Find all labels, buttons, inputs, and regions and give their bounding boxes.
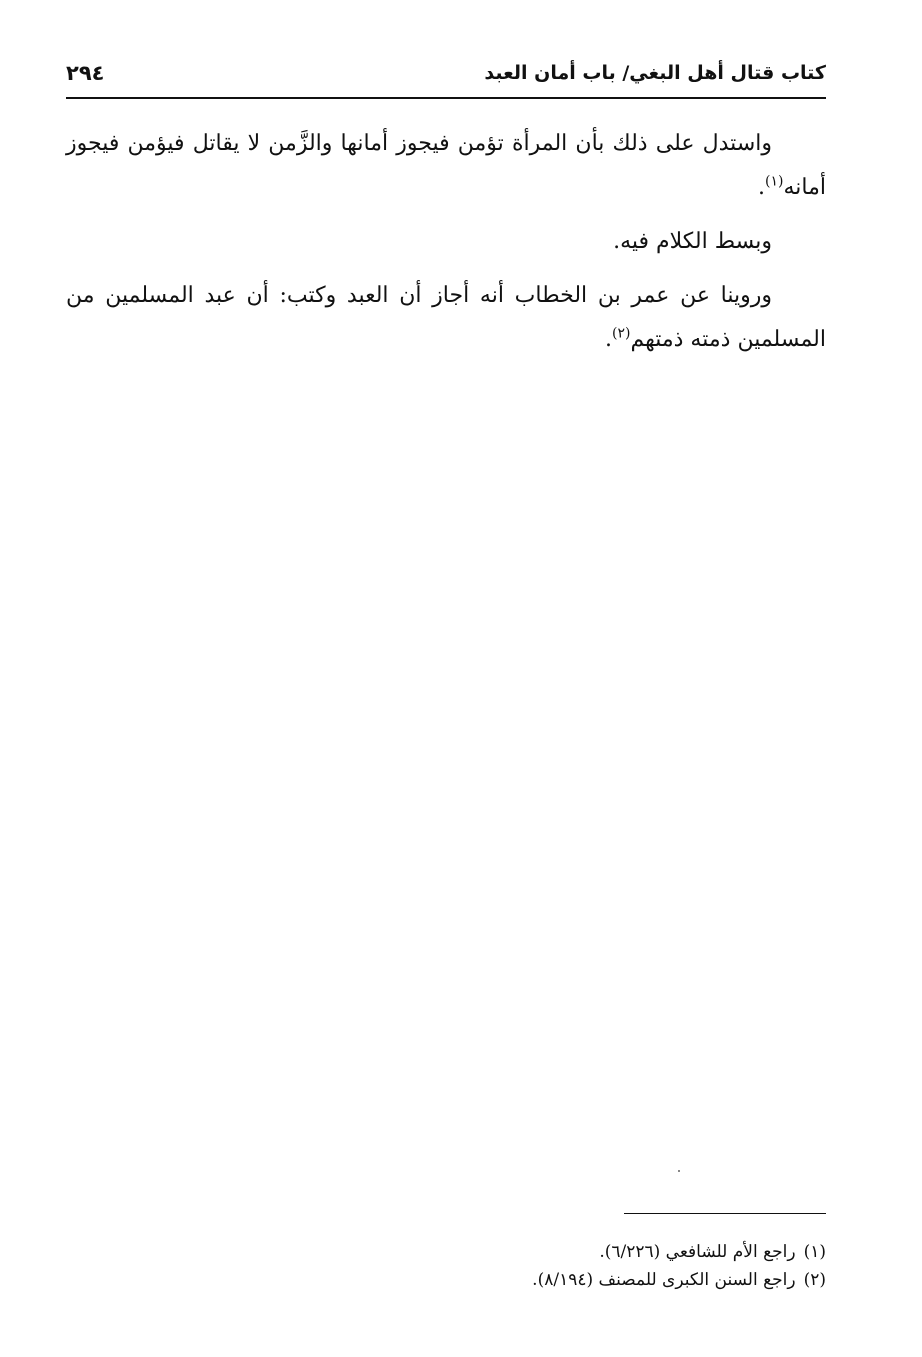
- footnotes: [66, 1238, 826, 1294]
- paragraph: [66, 122, 826, 210]
- running-header: [66, 56, 826, 90]
- footnote-item: [66, 1266, 826, 1294]
- paragraph-text: وبسط الكلام فيه.: [613, 229, 772, 254]
- page-number: ٢٩٤: [66, 61, 105, 85]
- footnote-reference[interactable]: (٢): [611, 325, 631, 342]
- paragraph-end: .: [604, 327, 612, 352]
- footnote-number: (١): [803, 1242, 826, 1262]
- header-rule: [66, 97, 826, 99]
- main-text: [66, 122, 826, 372]
- footnote-number: (٢): [803, 1270, 826, 1290]
- footnote-item: [66, 1238, 826, 1266]
- footnote-text: راجع السنن الكبرى للمصنف (٨/١٩٤).: [532, 1270, 796, 1290]
- paragraph-end: .: [758, 175, 765, 200]
- paragraph: [66, 274, 826, 362]
- header-title: كتاب قتال أهل البغي/ باب أمان العبد: [484, 62, 826, 84]
- footnote-text: راجع الأم للشافعي (٦/٢٢٦).: [599, 1242, 796, 1262]
- paragraph: [66, 220, 826, 264]
- paragraph-text: وروينا عن عمر بن الخطاب أنه أجاز أن العبد وكتب: أن عبد المسلمين من المسلمين ذمته ذمتهم: [66, 283, 826, 352]
- print-speck: [678, 1170, 680, 1172]
- footnote-reference[interactable]: (١): [765, 173, 784, 190]
- footnote-separator: [624, 1213, 826, 1214]
- paragraph-text: واستدل على ذلك بأن المرأة تؤمن فيجوز أمانها والزَّمن لا يقاتل فيؤمن فيجوز أمانه: [66, 131, 826, 200]
